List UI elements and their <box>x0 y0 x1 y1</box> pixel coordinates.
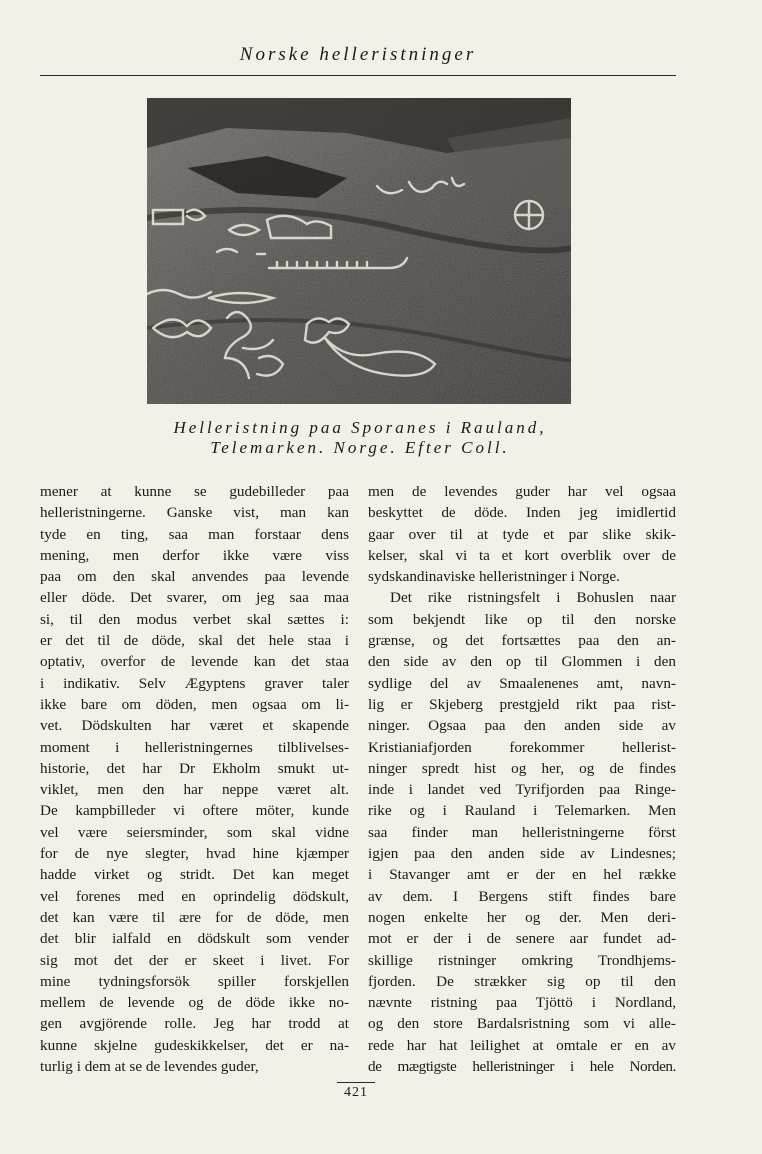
text-line: mot er der i de senere aar fundet ad- <box>368 930 676 948</box>
right-column <box>368 481 676 1077</box>
text-line: tyde en ting, saa man forstaar dens <box>40 525 349 543</box>
text-line: i Stavanger amt er der en hel række <box>368 866 676 884</box>
text-line: de mægtigste helleristninger i hele Norden. <box>368 1058 676 1076</box>
text-line: rike og i Rauland i Telemarken. Men <box>368 802 676 820</box>
text-line: moment i helleristningernes tilblivelses- <box>40 738 349 756</box>
text-line: nogen enkelte her og der. Men deri- <box>368 908 676 926</box>
text-line: fjorden. De strækker sig op til den <box>368 972 676 990</box>
text-line: sig mot det der er skeet i livet. For <box>40 951 349 969</box>
text-line: hadde virket og stridt. Det kan meget <box>40 866 349 884</box>
text-line: skillige ristninger omkring Trondhjems- <box>368 951 676 969</box>
text-line: mine tydningsforsök spiller forskjellen <box>40 972 349 990</box>
header-rule <box>40 75 676 76</box>
text-line: sydlige del av Smaalenenes amt, navn- <box>368 674 676 692</box>
text-line: rede har hat leilighet at omtale er en av <box>368 1036 676 1054</box>
text-line: vet. Dödskulten har været et skapende <box>40 717 349 735</box>
text-line: Kristianiafjorden forekommer hellerist- <box>368 738 676 756</box>
text-line: mellem de levende og de döde ikke no- <box>40 994 349 1012</box>
text-line: i indikativ. Selv Ægyptens graver taler <box>40 674 349 692</box>
caption-line-2: Telemarken. Norge. Efter Coll. <box>210 438 510 457</box>
text-line: nævnte ristning paa Tjöttö i Nordland, <box>368 994 676 1012</box>
text-line: vel forenes med en oprindelig dödskult, <box>40 887 349 905</box>
running-head: Norske helleristninger <box>239 44 477 65</box>
page-number: 421 <box>344 1085 368 1100</box>
text-line: og den store Bardalsristning som vi alle- <box>368 1015 676 1033</box>
text-line: gen avgjörende rolle. Jeg har trodd at <box>40 1015 349 1033</box>
text-line: mener at kunne se gudebilleder paa <box>40 483 349 500</box>
text-line: saa finder man helleristningerne först <box>368 823 676 841</box>
page-number-rule <box>337 1082 375 1083</box>
text-line: historie, det har Dr Ekholm smukt ut- <box>40 759 349 777</box>
text-line: eller döde. Det svarer, om jeg saa maa <box>40 589 349 607</box>
text-line: helleristningerne. Ganske vist, man kan <box>40 504 349 522</box>
text-line: ninger. Ogsaa paa den anden side av <box>368 717 676 735</box>
text-line: den side av den op til Glommen i den <box>368 653 676 671</box>
text-line: turlig i dem at se de levendes guder, <box>40 1058 259 1076</box>
text-line: lig er Skjeberg prestgjeld rikt paa rist- <box>368 695 676 713</box>
text-line: De kampbilleder vi oftere möter, kunde <box>40 802 349 820</box>
text-line: sydskandinaviske helleristninger i Norge. <box>368 568 620 586</box>
text-line: igjen paa den anden side av Lindesnes; <box>368 845 676 863</box>
caption-line-1: Helleristning paa Sporanes i Rauland, <box>173 418 547 437</box>
text-line: som bekjendt like op til den norske <box>368 610 676 628</box>
text-line: gaar over til at tyde et par slike skik- <box>368 525 676 543</box>
text-line: viklet, men den har neppe været alt. <box>40 781 349 799</box>
text-line: optativ, overfor de levende kan det staa <box>40 653 349 671</box>
text-line: er det til de döde, skal det hele staa i <box>40 632 349 650</box>
text-line: av dem. I Bergens stift findes bare <box>368 887 676 905</box>
text-line: beskyttet de döde. Inden jeg imidlertid <box>368 504 676 522</box>
text-line: det kan være til ære for de döde, men <box>40 908 349 926</box>
figure-caption <box>100 418 620 458</box>
text-line: paa om den skal anvendes paa levende <box>40 568 349 586</box>
text-line: mening, men derfor ikke være viss <box>40 546 349 564</box>
left-column <box>40 481 349 1077</box>
text-line: Det rike ristningsfelt i Bohuslen naar <box>390 589 676 607</box>
text-line: ninger spredt hist og her, og de findes <box>368 759 676 777</box>
text-line: kunne skjelne gudeskikkelser, det er na- <box>40 1036 349 1054</box>
rock-carving-photo <box>147 98 571 404</box>
text-line: men de levendes guder har vel ogsaa <box>368 483 676 500</box>
text-line: grænse, og det fortsættes paa den an- <box>368 632 676 650</box>
text-line: vel være seiersminder, som skal vidne <box>40 823 349 841</box>
text-line: kelser, skal vi ta et kort overblik over de <box>368 546 676 564</box>
text-line: for de nye slegter, hvad hine kjæmper <box>40 845 349 863</box>
text-line: det blir ialfald en dödskult som vender <box>40 930 349 948</box>
text-line: si, til den modus verbet skal sættes i: <box>40 610 349 628</box>
text-line: inde i landet ved Tyrifjorden paa Ringe- <box>368 781 676 799</box>
text-line: ikke bare om döden, men ogsaa om li- <box>40 695 349 713</box>
